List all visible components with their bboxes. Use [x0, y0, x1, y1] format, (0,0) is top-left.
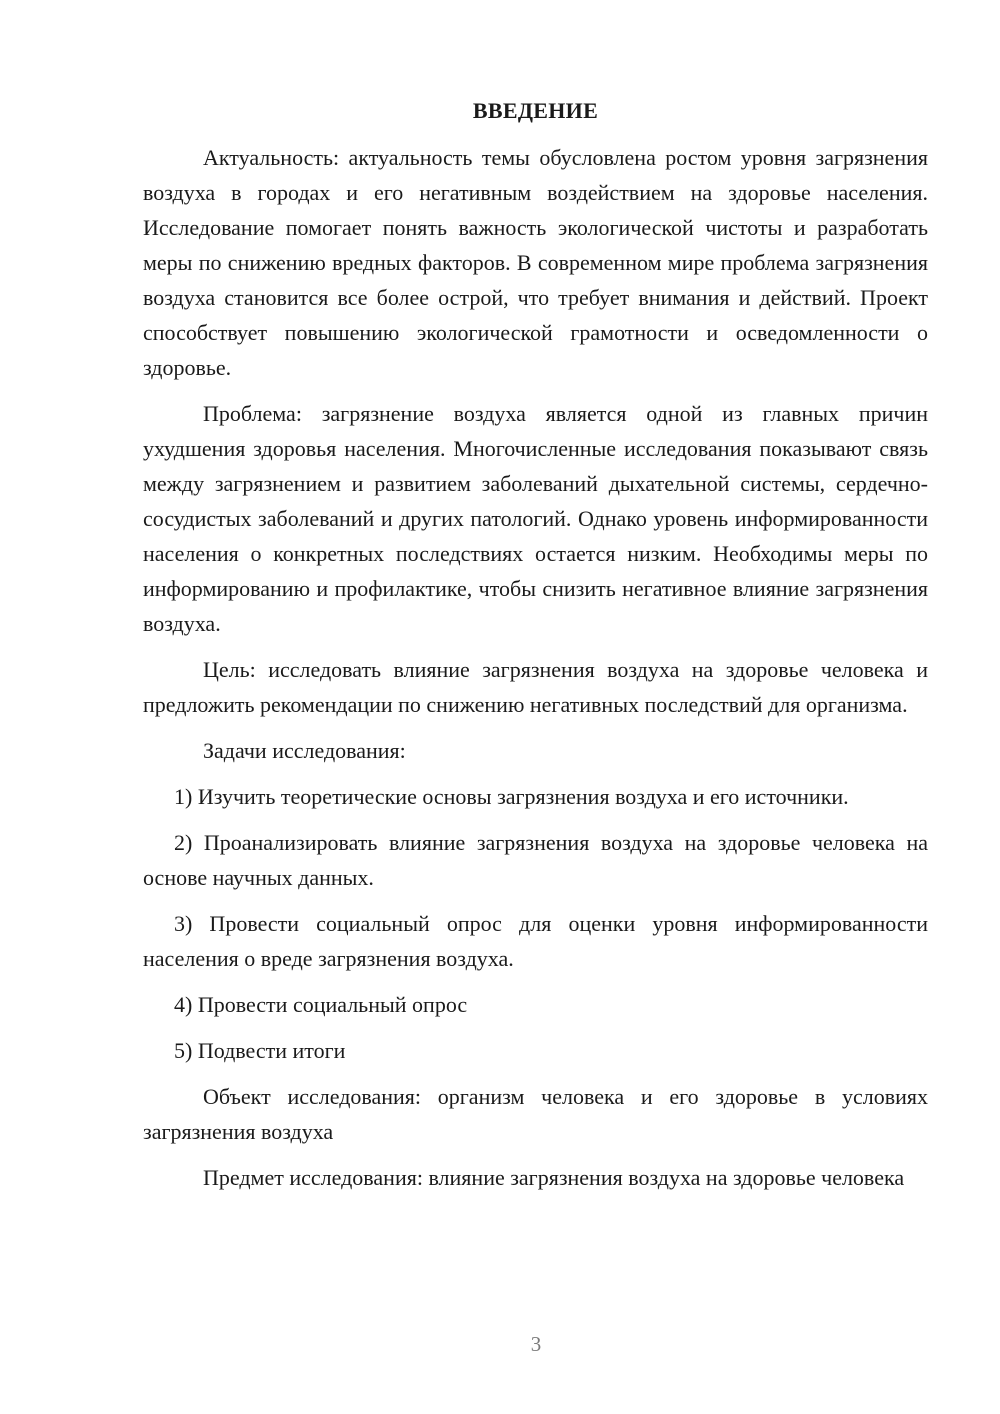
document-page: [143, 93, 928, 1206]
goal-paragraph: Цель: исследовать влияние загрязнения воздуха на здоровье человека и предложить рекомендации по снижению негативных последствий для организма.: [143, 657, 928, 717]
tasks-heading: Задачи исследования:: [203, 738, 406, 763]
subject-paragraph: Предмет исследования: влияние загрязнения воздуха на здоровье человека: [203, 1165, 905, 1190]
page-number: 3: [530, 1332, 542, 1356]
task-item-4: 4) Провести социальный опрос: [174, 992, 468, 1017]
task-item-2: 2) Проанализировать влияние загрязнения воздуха на здоровье человека на основе научных данных.: [143, 830, 928, 890]
problem-paragraph: Проблема: загрязнение воздуха является одной из главных причин ухудшения здоровья населения. Многочисленные исследования показывают связь между загрязнением и развитием заболеваний дыхательной системы, сердечно-сосудистых заболеваний и других патологий. Однако уровень информированности населения о конкретных последствиях остается низким. Необходимы меры по информированию и профилактике, чтобы снизить негативное влияние загрязнения воздуха.: [143, 401, 928, 636]
task-item-1: 1) Изучить теоретические основы загрязнения воздуха и его источники.: [174, 784, 849, 809]
task-item-5: 5) Подвести итоги: [174, 1038, 346, 1063]
object-paragraph: Объект исследования: организм человека и его здоровье в условиях загрязнения воздуха: [143, 1084, 928, 1144]
relevance-paragraph: Актуальность: актуальность темы обусловлена ростом уровня загрязнения воздуха в городах и его негативным воздействием на здоровье населения. Исследование помогает понять важность экологической чистоты и разработать меры по снижению вредных факторов. В современном мире проблема загрязнения воздуха становится все более острой, что требует внимания и действий. Проект способствует повышению экологической грамотности и осведомленности о здоровье.: [143, 145, 928, 380]
task-item-3: 3) Провести социальный опрос для оценки уровня информированности населения о вреде загрязнения воздуха.: [143, 911, 928, 971]
section-title: ВВЕДЕНИЕ: [472, 98, 599, 123]
